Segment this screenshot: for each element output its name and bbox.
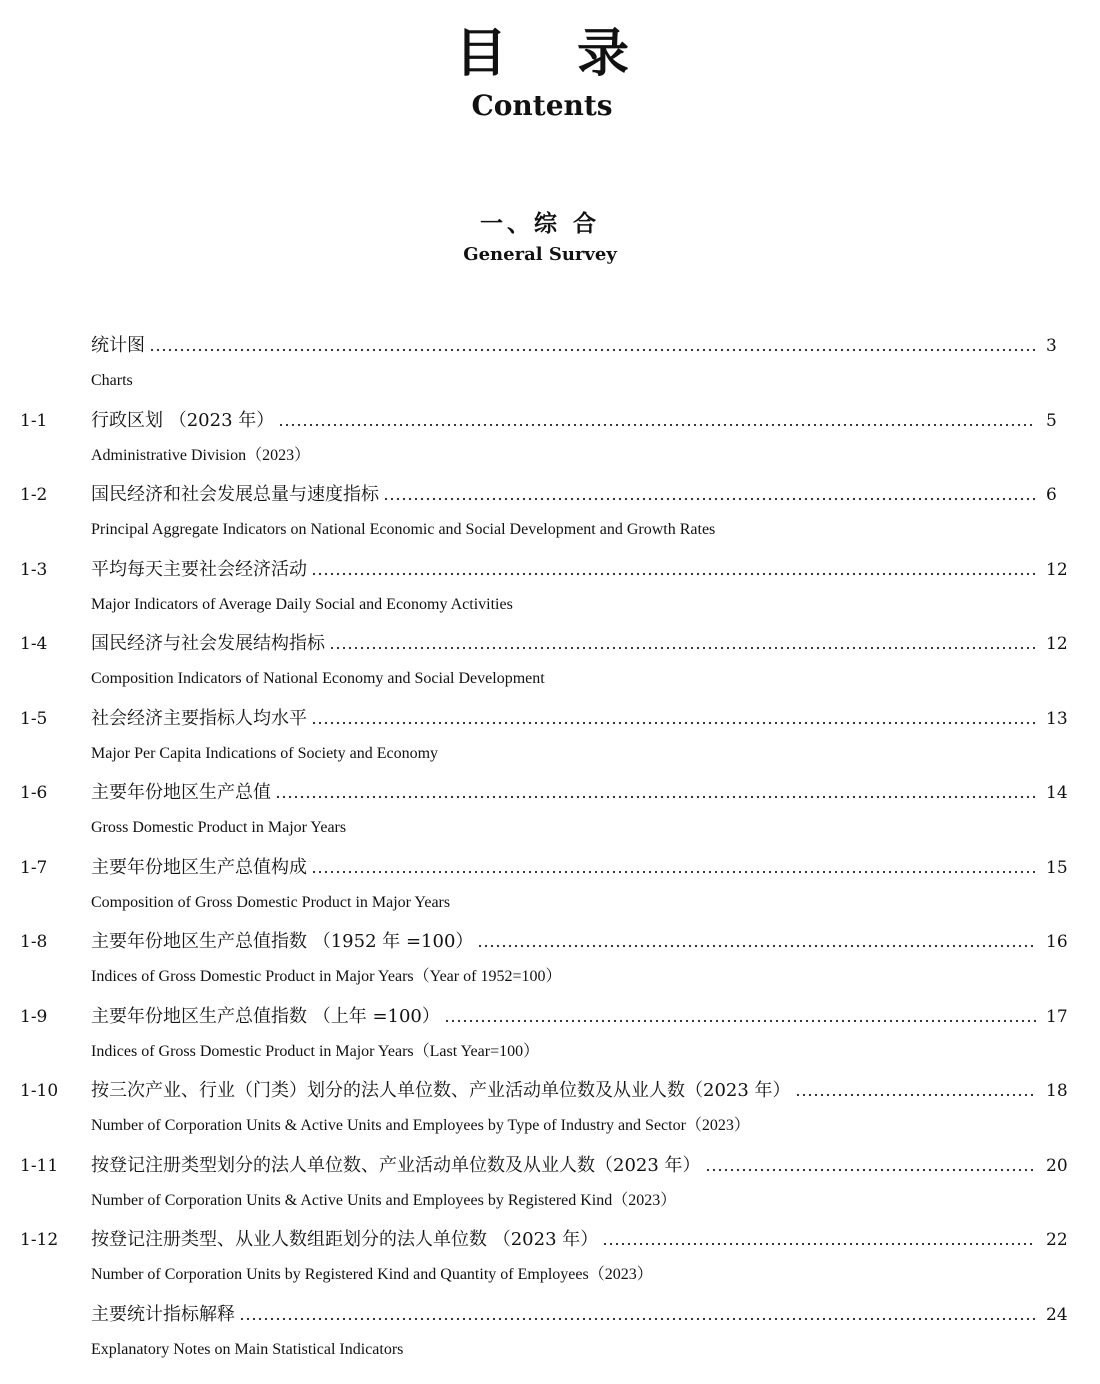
entry-line (91, 1301, 1100, 1329)
toc-entry[interactable] (0, 926, 1100, 1001)
dot-leader (705, 1152, 1036, 1180)
entry-number: 1-9 (20, 1006, 48, 1027)
entry-number: 1-8 (20, 932, 48, 952)
section-title-chinese: 一、综 合 (479, 210, 600, 237)
toc-entry[interactable] (0, 628, 1100, 703)
dot-leader (329, 630, 1036, 658)
entry-line (91, 1003, 1100, 1031)
page-number: 22 (1046, 1230, 1068, 1250)
dot-leader (383, 481, 1036, 509)
page-number: 20 (1046, 1155, 1068, 1176)
entry-title-english: Composition Indicators of National Economy and Social Development (91, 670, 545, 687)
section-title-english: General Survey (463, 244, 617, 265)
entry-line (91, 556, 1100, 584)
entry-title-english: Number of Corporation Units & Active Units and Employees by Registered Kind（2023） (91, 1191, 677, 1209)
entry-line (91, 854, 1100, 882)
dot-leader (149, 332, 1036, 360)
toc-entry[interactable] (0, 1224, 1100, 1299)
entry-number: 1-10 (20, 1081, 59, 1101)
toc-entry[interactable] (0, 1075, 1100, 1150)
entry-line (91, 705, 1100, 733)
dot-leader (278, 407, 1036, 435)
dot-leader (311, 556, 1036, 584)
page-title-chinese: 目录 (454, 23, 699, 84)
entry-number: 1-4 (20, 634, 48, 654)
entry-number: 1-11 (20, 1155, 59, 1176)
dot-leader (311, 854, 1036, 882)
entry-title-english: Number of Corporation Units by Registered Kind and Quantity of Employees（2023） (91, 1266, 653, 1283)
page-number: 12 (1046, 634, 1068, 654)
entry-title-chinese: 主要年份地区生产总值指数 （上年 =100） (91, 1005, 440, 1027)
entry-title-chinese: 主要年份地区生产总值构成 (91, 856, 307, 878)
entry-line (91, 1152, 1100, 1180)
page-number: 5 (1046, 410, 1057, 431)
toc-entry[interactable] (0, 852, 1100, 927)
entry-line (91, 481, 1100, 509)
entry-number: 1-7 (20, 857, 48, 878)
entry-title-english: Composition of Gross Domestic Product in Major Years (91, 893, 451, 911)
entry-title-chinese: 按三次产业、行业（门类）划分的法人单位数、产业活动单位数及从业人数（2023 年） (91, 1080, 791, 1101)
entry-title-chinese: 主要年份地区生产总值指数 （1952 年 =100） (91, 931, 474, 952)
entry-title-chinese: 统计图 (91, 335, 145, 356)
entry-title-english: Major Indicators of Average Daily Social and Economy Activities (91, 595, 513, 613)
toc-entry[interactable] (0, 1299, 1100, 1374)
page-number: 3 (1046, 336, 1057, 356)
toc-entry[interactable] (0, 330, 1100, 405)
entry-title-chinese: 社会经济主要指标人均水平 (91, 707, 307, 729)
dot-leader (311, 705, 1036, 733)
entry-number: 1-1 (20, 410, 48, 431)
page-number: 16 (1046, 932, 1068, 952)
entry-title-chinese: 国民经济和社会发展总量与速度指标 (91, 484, 379, 505)
toc-entry[interactable] (0, 777, 1100, 852)
page-number: 12 (1046, 559, 1068, 580)
entry-title-chinese: 主要统计指标解释 (91, 1303, 235, 1325)
toc-entry[interactable] (0, 554, 1100, 629)
entry-title-english: Indices of Gross Domestic Product in Major Years（Year of 1952=100） (91, 968, 562, 985)
entry-title-english: Major Per Capita Indications of Society and Economy (91, 744, 439, 762)
entry-title-english: Explanatory Notes on Main Statistical Indicators (91, 1340, 404, 1358)
page-title-english: Contents (471, 89, 613, 122)
page-number: 17 (1046, 1006, 1068, 1027)
entry-title-chinese: 按登记注册类型、从业人数组距划分的法人单位数 （2023 年） (91, 1229, 599, 1250)
entry-number: 1-2 (20, 485, 48, 505)
entry-title-english: Gross Domestic Product in Major Years (91, 819, 347, 836)
dot-leader (444, 1003, 1036, 1031)
entry-number: 1-12 (20, 1230, 59, 1250)
dot-leader (239, 1301, 1036, 1329)
page-number: 13 (1046, 708, 1068, 729)
page-number: 6 (1046, 485, 1057, 505)
dot-leader (795, 1077, 1036, 1105)
entry-line (91, 332, 1100, 360)
page-number: 24 (1046, 1304, 1068, 1325)
toc-entry[interactable] (0, 479, 1100, 554)
entry-title-english: Indices of Gross Domestic Product in Major Years（Last Year=100） (91, 1042, 540, 1060)
entry-title-chinese: 平均每天主要社会经济活动 (91, 558, 307, 580)
page-number: 15 (1046, 857, 1068, 878)
entry-title-chinese: 行政区划 （2023 年） (91, 409, 275, 431)
dot-leader (477, 928, 1036, 956)
table-of-contents (0, 330, 1100, 1373)
entry-line (91, 630, 1100, 658)
entry-title-chinese: 主要年份地区生产总值 (91, 782, 271, 803)
entry-title-english: Administrative Division（2023） (91, 446, 311, 464)
dot-leader (275, 779, 1036, 807)
entry-title-english: Charts (91, 372, 133, 389)
entry-line (91, 1226, 1100, 1254)
page-number: 18 (1046, 1081, 1068, 1101)
toc-entry[interactable] (0, 703, 1100, 778)
entry-title-english: Principal Aggregate Indicators on National Economic and Social Development and Growth Rates (91, 521, 716, 538)
entry-line (91, 928, 1100, 956)
entry-line (91, 1077, 1100, 1105)
entry-line (91, 779, 1100, 807)
entry-title-english: Number of Corporation Units & Active Units and Employees by Type of Industry and Sector（2023） (91, 1117, 750, 1134)
dot-leader (602, 1226, 1036, 1254)
entry-number: 1-6 (20, 783, 48, 803)
entry-line (91, 407, 1100, 435)
entry-title-chinese: 按登记注册类型划分的法人单位数、产业活动单位数及从业人数（2023 年） (91, 1154, 701, 1176)
entry-number: 1-3 (20, 559, 48, 580)
entry-number: 1-5 (20, 708, 48, 729)
toc-entry[interactable] (0, 1150, 1100, 1225)
entry-title-chinese: 国民经济与社会发展结构指标 (91, 633, 325, 654)
toc-entry[interactable] (0, 1001, 1100, 1076)
page-number: 14 (1046, 783, 1068, 803)
toc-entry[interactable] (0, 405, 1100, 480)
